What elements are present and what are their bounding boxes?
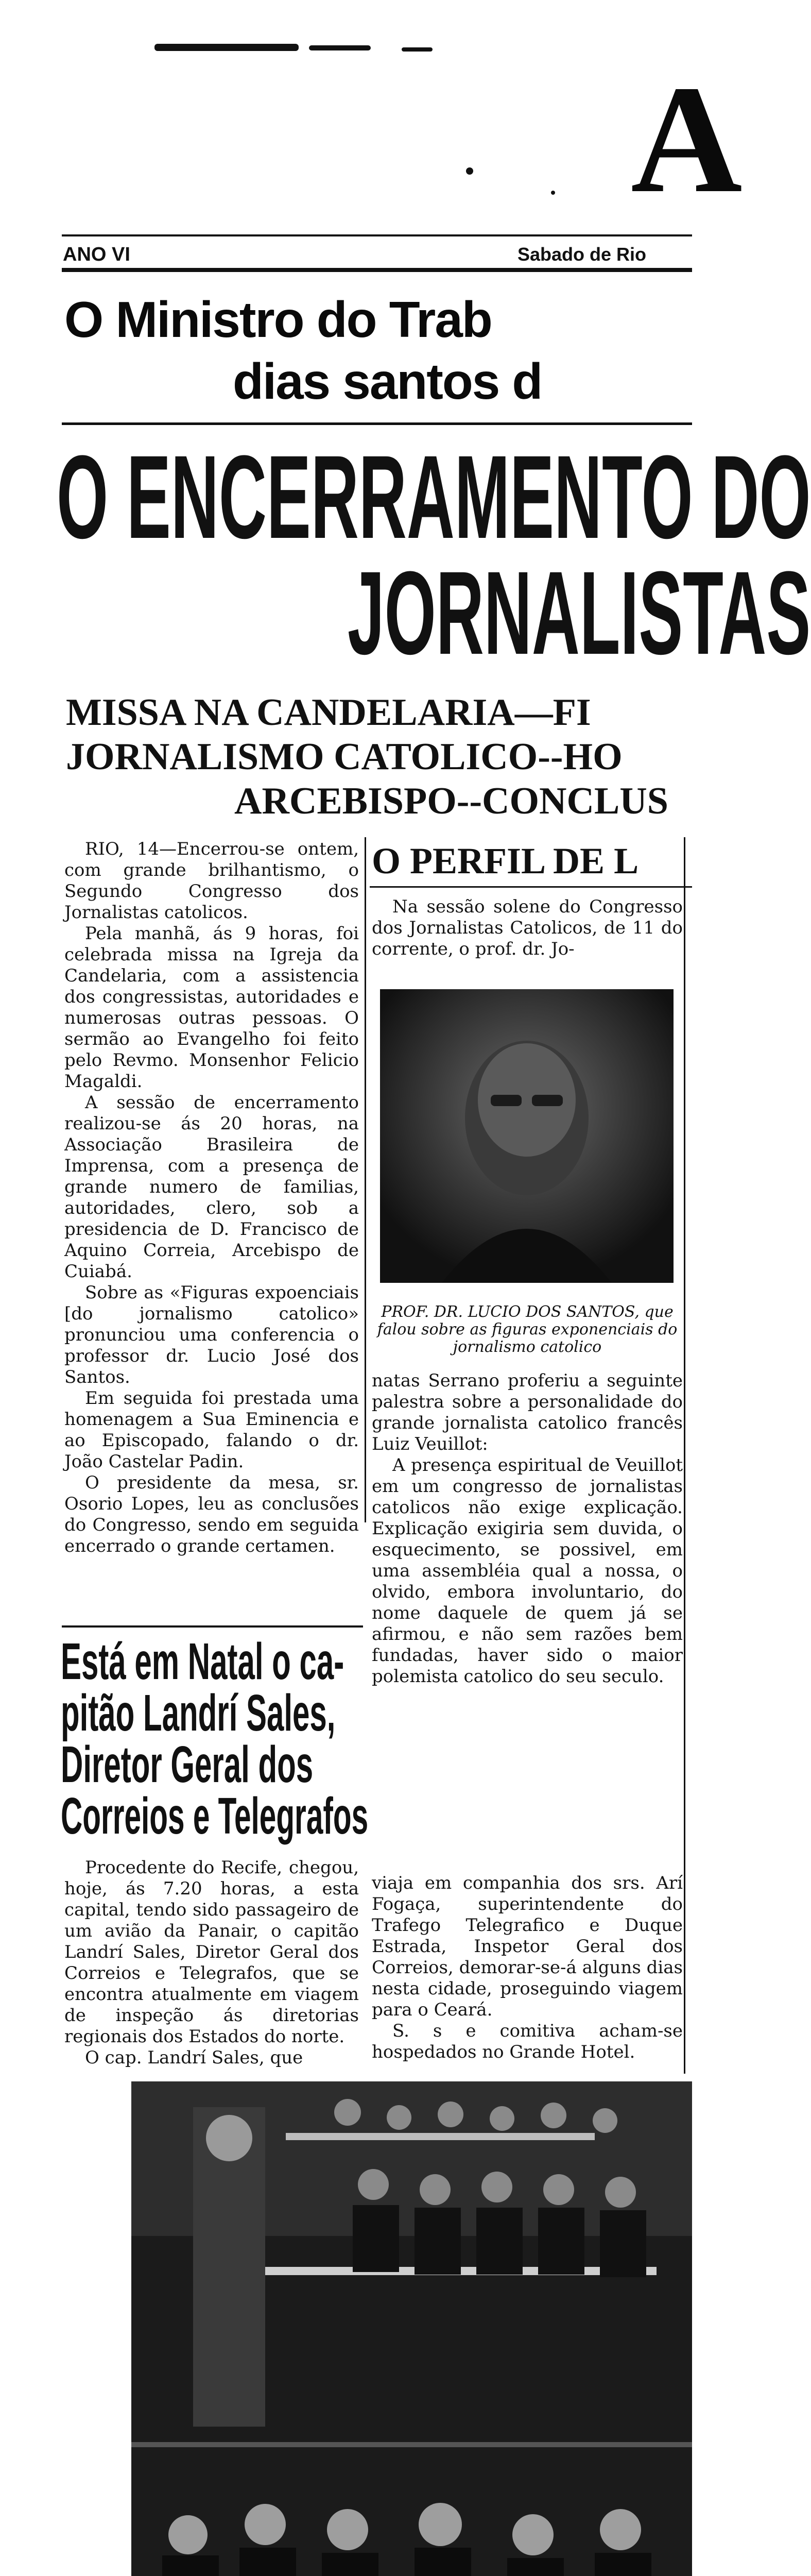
article-congress-paragraph: RIO, 14—Encerrou-se ontem, com grande brilhantismo, o Segundo Congresso dos Jornalistas catolicos. — [64, 839, 359, 923]
article-profile-intro-text: Na sessão solene do Congresso dos Jornalistas Catolicos, de 11 do corrente, o prof. dr. Jo- — [372, 896, 683, 959]
article-profile-paragraph: A presença espiritual de Veuillot em um congresso de jornalistas catolicos não exige explicação. Explicação exigiria sem duvida, o esquecimento, se possivel, em uma assembléia qual a nossa, o olvido, embora involuntario, do nome daquele de quem já se afirmou, e não sem razões bem fundadas, haver sido o maior polemista catolico do seu seculo. — [372, 1455, 683, 1687]
article-natal-heading — [61, 1633, 369, 1847]
column-divider — [365, 837, 366, 1522]
article-congress-paragraph: Pela manhã, ás 9 horas, foi celebrada missa na Igreja da Candelaria, com a assistencia dos congressistas, autoridades e numerosas outras pessoas. O sermão ao Evangelho foi feito pelo Revmo. Monsenhor Felicio Magaldi. — [64, 923, 359, 1092]
congress-photo — [131, 2081, 692, 2576]
article-natal-heading-line: pitão Landrí Sales, — [61, 1684, 336, 1742]
headline-main — [57, 431, 811, 679]
article-profile-body — [372, 1370, 683, 1736]
article-congress-paragraph: O presidente da mesa, sr. Osorio Lopes, leu as conclusões do Congresso, sendo em seguida encerrado o grande certamen. — [64, 1472, 359, 1556]
article-profile-heading: O PERFIL DE L — [372, 840, 639, 882]
article-congress-paragraph: Em seguida foi prestada uma homenagem a Sua Eminencia e ao Episcopado, falando o dr. João Castelar Padin. — [64, 1388, 359, 1472]
masthead-ink-speck — [309, 45, 371, 50]
article-profile-intro — [372, 896, 683, 963]
article-natal-heading-line: Está em Natal o ca- — [61, 1633, 344, 1690]
masthead-year: ANO VI — [63, 244, 130, 265]
subheadline-line-2: JORNALISMO CATOLICO--HO — [66, 736, 623, 778]
masthead-ink-speck — [154, 44, 299, 51]
portrait-photo — [380, 989, 674, 1283]
congress-photo-scene — [131, 2081, 692, 2576]
portrait-figure — [380, 989, 674, 1283]
article-natal-paragraph: O cap. Landrí Sales, que — [85, 2047, 303, 2068]
subheadline-line-1: MISSA NA CANDELARIA—FI — [66, 691, 591, 734]
article-natal-left — [64, 1857, 359, 2084]
headline-main-line-1: O ENCERRAMENTO DO — [57, 431, 811, 563]
article-profile-heading-rule — [370, 886, 692, 888]
headline-top-line-1: O Ministro do Trab — [64, 291, 492, 348]
article-natal-heading-line: Correios e Telegrafos — [61, 1787, 369, 1845]
headline-top-rule — [62, 422, 692, 425]
article-congress-end-rule — [62, 1625, 363, 1628]
subheadline-line-3: ARCEBISPO--CONCLUS — [234, 780, 668, 822]
masthead-rule-thick — [62, 268, 692, 272]
article-natal-right — [372, 1873, 683, 2079]
article-natal-paragraph: S. s e comitiva acham-se hospedados no Grande Hotel. — [372, 2021, 683, 2062]
article-natal-paragraph: Procedente do Recife, chegou, hoje, ás 7.20 horas, a esta capital, tendo sido passageiro de um avião da Panair, o capitão Landrí Sales, Diretor Geral dos Correios e Telegrafos, que se encontra atualmente em viagem de inspeção ás diretorias regionais dos Estados do norte. — [64, 1857, 359, 2047]
masthead-ink-speck — [402, 47, 433, 52]
masthead-date: Sabado de Rio — [517, 244, 647, 265]
masthead-rule-thin — [62, 234, 692, 236]
article-congress — [64, 839, 359, 1684]
article-profile-paragraph: natas Serrano proferiu a seguinte palestra sobre a personalidade do grande jornalista catolico francês Luiz Veuillot: — [372, 1370, 683, 1454]
column-divider — [684, 837, 685, 2074]
masthead-ink-speck — [466, 167, 473, 175]
masthead-ink-speck — [551, 191, 555, 195]
article-natal-paragraph: viaja em companhia dos srs. Arí Fogaça, superintendente do Trafego Telegrafico e Duque Estrada, Inspetor Geral dos Correios, demorar-se-á alguns dias nesta cidade, proseguindo viagem para o Ceará. — [372, 1873, 683, 2020]
masthead — [0, 0, 743, 278]
subheadline — [62, 690, 692, 829]
portrait-caption: PROF. DR. LUCIO DOS SANTOS, que falou sobre as figuras exponenciais do jornalismo catolico — [377, 1303, 678, 1356]
article-congress-paragraph: A sessão de encerramento realizou-se ás 20 horas, na Associação Brasileira de Imprensa, com a presença de grande numero de familias, autoridades, clero, sob a presidencia de D. Francisco de Aquino Correia, Arcebispo de Cuiabá. — [64, 1092, 359, 1282]
article-congress-paragraph: Sobre as «Figuras expoenciais [do jornalismo catolico» pronunciou uma conferencia o professor dr. Lucio José dos Santos. — [64, 1282, 359, 1387]
headline-main-line-2: JORNALISTAS — [348, 547, 811, 679]
masthead-title: A — [631, 54, 743, 225]
headline-top-line-2: dias santos d — [233, 353, 542, 410]
article-natal-heading-line: Diretor Geral dos — [61, 1736, 314, 1793]
